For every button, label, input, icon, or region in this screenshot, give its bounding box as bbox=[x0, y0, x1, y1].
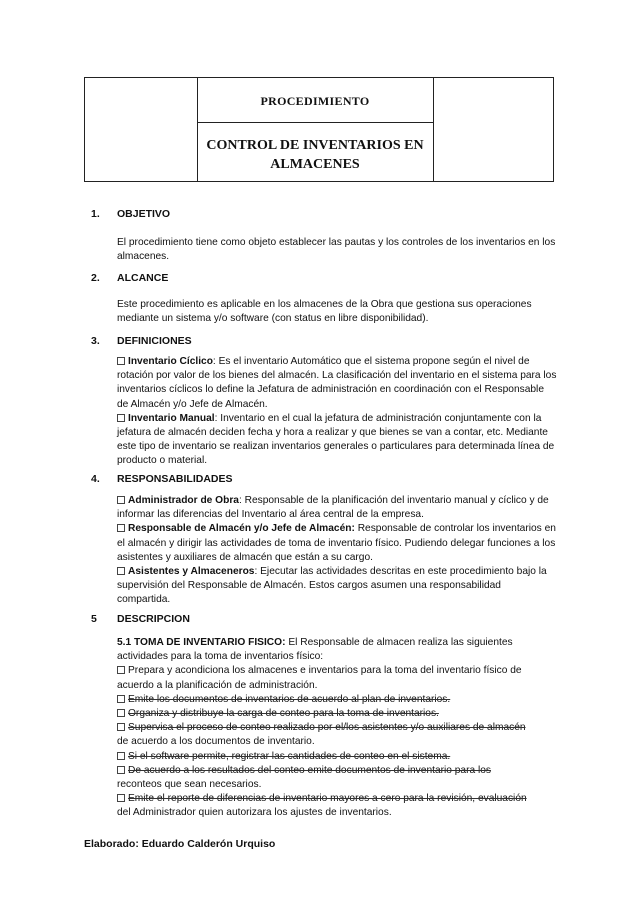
term: Administrador de Obra bbox=[128, 495, 239, 506]
table-divider bbox=[433, 78, 434, 181]
section-title: RESPONSABILIDADES bbox=[117, 473, 233, 485]
checkbox-icon bbox=[117, 496, 125, 504]
activity-item bbox=[117, 764, 557, 792]
section-body bbox=[117, 298, 557, 326]
section-body bbox=[117, 636, 557, 821]
checkbox-icon bbox=[117, 709, 125, 717]
activity-item bbox=[117, 750, 557, 764]
title-line: ALMACENES bbox=[270, 157, 360, 172]
section-number: 1. bbox=[91, 208, 100, 220]
activity-item bbox=[117, 707, 557, 721]
activity-item bbox=[117, 693, 557, 707]
activity-text: Organiza y distribuye la carga de conteo para la toma de inventarios. bbox=[128, 708, 439, 720]
paragraph: Este procedimiento es aplicable en los almacenes de la Obra que gestiona sus operaciones mediante un sistema y/o software (con status en libre disponibilidad). bbox=[117, 299, 532, 325]
section-number: 3. bbox=[91, 335, 100, 347]
activity-text: de acuerdo a los documentos de inventario. bbox=[117, 736, 315, 748]
responsibility-text: : Ejecutar las actividades descritas en este procedimiento bajo la supervisión del Responsable de Almacén. Estos cargos asumen una responsabilidad compartida. bbox=[117, 566, 547, 606]
term: Asistentes y Almaceneros bbox=[128, 566, 255, 578]
definition-text: : Es el inventario Automático que el sistema propone según el nivel de rotación por valor de los bienes del almacén. La clasificación del inventario en el sistema para los inventarios cíclicos lo define la Jefatura de administración en coordinación con el Responsable de Almacén y/o Jefe de Almacén. bbox=[117, 356, 557, 410]
section-body bbox=[117, 494, 557, 608]
activity-text: reconteos que sean necesarios. bbox=[117, 779, 262, 791]
section-number: 4. bbox=[91, 473, 100, 485]
subsection-title: 5.1 TOMA DE INVENTARIO FISICO: bbox=[117, 637, 286, 648]
section-title: ALCANCE bbox=[117, 272, 169, 284]
subsection-text: El Responsable de almacen realiza las siguientes actividades para la toma de inventarios físico: bbox=[117, 637, 513, 663]
checkbox-icon bbox=[117, 766, 125, 774]
checkbox-icon bbox=[117, 695, 125, 703]
activity-text: De acuerdo a los resultados del conteo emite documentos de inventario para los bbox=[128, 764, 492, 776]
activity-text: del Administrador quien autorizara los ajustes de inventarios. bbox=[117, 807, 392, 819]
term: Responsable de Almacén y/o Jefe de Almacén: bbox=[128, 523, 355, 535]
activity-text: Si el software permite, registrar las cantidades de conteo en el sistema. bbox=[128, 750, 451, 762]
document-title bbox=[197, 136, 433, 174]
activity-text: Prepara y acondiciona los almacenes e inventarios para la toma del inventario físico de acuerdo a la planificación de administración. bbox=[117, 665, 522, 691]
section-heading bbox=[91, 208, 170, 220]
section-number: 2. bbox=[91, 272, 100, 284]
document-type: PROCEDIMIENTO bbox=[260, 94, 370, 108]
checkbox-icon bbox=[117, 524, 125, 532]
responsibility-item bbox=[117, 522, 557, 565]
responsibility-item bbox=[117, 494, 557, 522]
checkbox-icon bbox=[117, 666, 125, 674]
author-footer: Elaborado: Eduardo Calderón Urquiso bbox=[84, 838, 276, 850]
responsibility-text: : Responsable de la planificación del inventario manual y cíclico y de informar las diferencias del Inventario al área central de la empresa. bbox=[117, 495, 549, 521]
section-heading bbox=[91, 272, 168, 284]
checkbox-icon bbox=[117, 794, 125, 802]
subsection-intro bbox=[117, 636, 557, 664]
activity-item bbox=[117, 721, 557, 749]
definition-item bbox=[117, 355, 557, 412]
paragraph: El procedimiento tiene como objeto establecer las pautas y los controles de los inventarios en los almacenes. bbox=[117, 237, 556, 263]
term: Inventario Cíclico bbox=[128, 356, 213, 367]
section-body bbox=[117, 355, 557, 469]
checkbox-icon bbox=[117, 752, 125, 760]
activity-item bbox=[117, 664, 557, 692]
definition-item bbox=[117, 412, 557, 469]
section-heading bbox=[91, 335, 192, 347]
section-heading bbox=[91, 473, 233, 485]
section-body bbox=[117, 236, 557, 264]
checkbox-icon bbox=[117, 723, 125, 731]
section-title: DESCRIPCION bbox=[117, 613, 190, 625]
checkbox-icon bbox=[117, 567, 125, 575]
activity-item bbox=[117, 792, 557, 820]
definition-text: : Inventario en el cual la jefatura de administración conjuntamente con la jefatura de almacén deciden fecha y hora a realizar y que bienes se van a contar, etc. Mediante este tipo de inventario se realizan inventarios generales o particulares para determinada línea de producto o material. bbox=[117, 412, 555, 467]
header-table bbox=[84, 77, 554, 182]
activity-text: Emite el reporte de diferencias de inventario mayores a cero para la revisión, evaluación bbox=[128, 793, 527, 805]
responsibility-text: Responsable de controlar los inventarios en el almacén y dirigir las actividades de toma de inventario físico. Pudiendo delegar funciones a los asistentes y auxiliares de almacén que están a su cargo. bbox=[117, 523, 556, 563]
section-heading bbox=[91, 613, 190, 625]
checkbox-icon bbox=[117, 414, 125, 422]
section-title: DEFINICIONES bbox=[117, 335, 192, 347]
activity-text: Supervisa el proceso de conteo realizado por el/los asistentes y/o auxiliares de almacén bbox=[128, 722, 526, 734]
activity-text: Emite los documentos de inventarios de acuerdo al plan de inventarios. bbox=[128, 693, 451, 705]
section-number: 5 bbox=[91, 613, 97, 625]
table-divider bbox=[197, 122, 433, 123]
title-line: CONTROL DE INVENTARIOS EN bbox=[206, 138, 424, 153]
term: Inventario Manual bbox=[128, 412, 215, 424]
checkbox-icon bbox=[117, 357, 125, 365]
responsibility-item bbox=[117, 565, 557, 608]
section-title: OBJETIVO bbox=[117, 208, 171, 220]
